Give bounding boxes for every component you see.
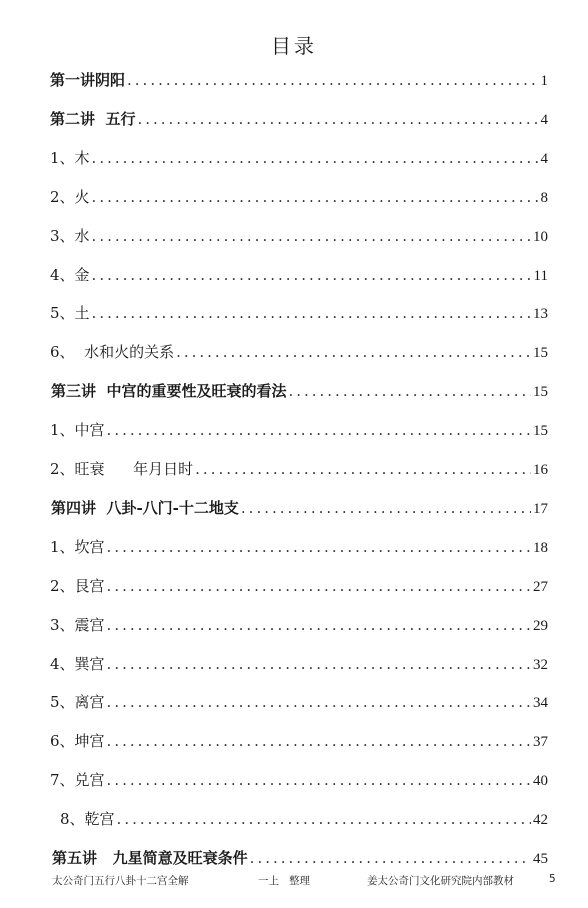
toc-dot-leader (127, 67, 538, 93)
toc-dot-leader (117, 806, 531, 832)
toc-entry-page-number: 4 (540, 150, 548, 167)
toc-entry-label: 2、艮宫 (50, 576, 105, 595)
toc-entry[interactable] (50, 534, 548, 560)
toc-entry-page-number: 4 (540, 111, 548, 128)
toc-dot-leader (107, 612, 531, 638)
toc-entry-label: 1、中宫 (50, 421, 105, 440)
toc-entry-page-number: 37 (533, 734, 548, 751)
toc-entry-label: 1、木 (50, 148, 90, 167)
toc-entry-page-number: 11 (533, 267, 548, 284)
toc-entry-page-number: 29 (533, 617, 548, 634)
toc-entry-label: 3、水 (50, 226, 90, 245)
toc-dot-leader (195, 456, 531, 482)
toc-dot-leader (137, 106, 538, 132)
toc-dot-leader (107, 767, 531, 793)
toc-entry-page-number: 32 (533, 656, 548, 673)
toc-dot-leader (107, 651, 531, 677)
footer-institution: 姜太公奇门文化研究院内部教材 (367, 875, 514, 887)
toc-dot-leader (250, 845, 531, 871)
toc-entry-page-number: 15 (533, 423, 548, 440)
toc-entry-label: 2、旺衰 年月日时 (50, 460, 194, 478)
toc-entry-page-number: 18 (533, 539, 548, 556)
toc-entry[interactable] (50, 612, 548, 638)
toc-entry[interactable] (60, 806, 548, 832)
toc-entry[interactable] (50, 106, 548, 132)
toc-dot-leader (107, 534, 531, 560)
toc-entry-label: 5、离宫 (50, 693, 105, 712)
page-title: 目录 (271, 34, 317, 58)
page-footer (0, 873, 588, 893)
toc-entry-page-number: 1 (540, 73, 548, 89)
toc-entry[interactable] (50, 262, 548, 288)
toc-entry[interactable] (50, 145, 548, 171)
toc-entry-label: 6、 水和火的关系 (50, 343, 175, 362)
toc-entry-page-number: 10 (533, 228, 548, 245)
toc-entry-label: 7、兑宫 (50, 771, 105, 790)
toc-dot-leader (92, 184, 539, 210)
toc-entry-page-number: 42 (533, 812, 548, 829)
toc-entry-page-number: 34 (533, 695, 548, 712)
toc-dot-leader (241, 495, 531, 521)
toc-dot-leader (92, 300, 531, 326)
toc-entry[interactable] (50, 456, 548, 482)
toc-entry-page-number: 13 (533, 306, 548, 323)
footer-page-number: 5 (549, 873, 556, 885)
toc-dot-leader (176, 339, 531, 365)
toc-entry-label: 第五讲 九星简意及旺衰条件 (52, 849, 248, 867)
toc-entry[interactable] (52, 845, 548, 871)
toc-entry[interactable] (50, 67, 548, 93)
toc-dot-leader (288, 378, 531, 404)
toc-entry-page-number: 16 (533, 462, 548, 478)
toc-entry-label: 5、土 (50, 304, 90, 323)
toc-entry-label: 2、火 (50, 187, 90, 206)
toc-entry[interactable] (50, 184, 548, 210)
toc-entry-label: 6、坤宫 (50, 732, 105, 751)
toc-entry-page-number: 15 (533, 384, 548, 401)
toc-entry-label: 4、巽宫 (50, 654, 105, 673)
toc-dot-leader (92, 262, 532, 288)
toc-entry[interactable] (50, 651, 548, 677)
footer-book-title: 太公奇门五行八卦十二宫全解 (52, 875, 189, 887)
toc-entry[interactable] (51, 378, 548, 404)
toc-dot-leader (107, 417, 531, 443)
toc-entry-label: 第二讲 五行 (50, 109, 136, 128)
toc-entry-page-number: 40 (533, 773, 548, 790)
toc-dot-leader (107, 689, 531, 715)
toc-entry-label: 3、震宫 (50, 615, 105, 634)
toc-dot-leader (92, 145, 539, 171)
toc-entry[interactable] (50, 223, 548, 249)
toc-entry-label: 第三讲 中宫的重要性及旺衰的看法 (51, 382, 287, 401)
toc-entry[interactable] (50, 339, 548, 365)
toc-entry-label: 4、金 (50, 265, 90, 284)
toc-entry[interactable] (50, 767, 548, 793)
toc-entry-label: 1、坎宫 (50, 537, 105, 556)
toc-entry-page-number: 45 (533, 851, 548, 867)
toc-entry[interactable] (50, 689, 548, 715)
toc-entry[interactable] (50, 417, 548, 443)
footer-editor: 一上 整理 (258, 875, 311, 887)
toc-entry-page-number: 27 (533, 578, 548, 595)
toc-entry-page-number: 17 (533, 500, 548, 517)
toc-entry[interactable] (51, 495, 548, 521)
toc-entry-label: 第四讲 八卦-八门-十二地支 (51, 498, 239, 517)
toc-entry[interactable] (50, 728, 548, 754)
toc-entry[interactable] (50, 300, 548, 326)
toc-entry-page-number: 15 (533, 345, 548, 362)
toc-dot-leader (107, 728, 531, 754)
toc-entry-label: 8、乾宫 (60, 810, 115, 829)
toc-entry-label: 第一讲阴阳 (50, 71, 126, 89)
toc-entry[interactable] (50, 573, 548, 599)
toc-dot-leader (107, 573, 531, 599)
toc-entry-page-number: 8 (540, 189, 548, 206)
toc-dot-leader (92, 223, 531, 249)
